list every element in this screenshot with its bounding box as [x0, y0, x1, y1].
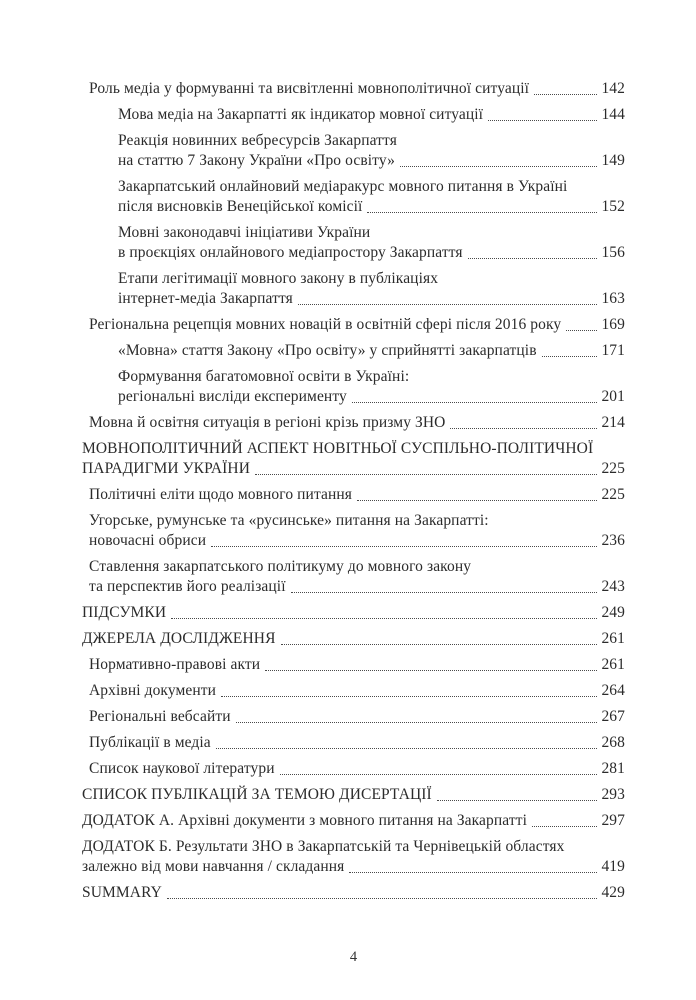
toc-entry-lastline [82, 603, 625, 623]
toc-entry-title: SUMMARY [82, 884, 162, 901]
toc-entry-lastline [82, 785, 625, 805]
toc-entry-page: 261 [601, 656, 625, 673]
toc-entry [82, 177, 625, 217]
toc-entry [82, 557, 625, 597]
toc-entry-lastline [118, 289, 625, 309]
toc-entry-lastline [118, 151, 625, 171]
toc-entry [82, 629, 625, 649]
dot-leader [216, 748, 597, 749]
toc-entry-lastline [118, 341, 625, 361]
toc-entry-lastline [89, 485, 625, 505]
toc-entry-lastline [118, 243, 625, 263]
toc-entry-lastline [82, 883, 625, 903]
dot-leader [281, 644, 597, 645]
dot-leader [211, 546, 597, 547]
toc-entry [82, 413, 625, 433]
toc-entry-title: Архівні документи [89, 682, 217, 699]
toc-entry [82, 811, 625, 831]
toc-entry-page: 267 [601, 708, 625, 725]
toc-entry [82, 785, 625, 805]
toc-entry [82, 707, 625, 727]
toc-entry-page: 142 [601, 80, 625, 97]
toc-entry-page: 169 [601, 316, 625, 333]
toc-entry [82, 223, 625, 263]
toc-entry-page: 149 [601, 152, 625, 169]
toc-entry-page: 152 [601, 198, 625, 215]
toc-entry-title: Публікації в медіа [89, 734, 211, 751]
toc-entry-title: ПІДСУМКИ [82, 604, 167, 621]
toc-entry [82, 341, 625, 361]
toc-entry-title: Мова медіа на Закарпатті як індикатор мовної ситуації [118, 106, 484, 123]
toc-entry-lastline [89, 681, 625, 701]
toc-entry [82, 681, 625, 701]
toc-entry-lastline [118, 387, 625, 407]
dot-leader [221, 696, 597, 697]
toc-entry-lastline [82, 629, 625, 649]
toc-entry-lastline [89, 707, 625, 727]
dot-leader [367, 212, 597, 213]
dot-leader [534, 94, 597, 95]
toc-entry-title: Регіональні вебсайти [89, 708, 231, 725]
toc-entry-title: Роль медіа у формуванні та висвітленні мовнополітичної ситуації [89, 80, 530, 97]
toc-entry-title: Регіональна рецепція мовних новацій в освітній сфері після 2016 року [89, 316, 562, 333]
dot-leader [437, 800, 597, 801]
toc-entry-title: СПИСОК ПУБЛІКАЦІЙ ЗА ТЕМОЮ ДИСЕРТАЦІЇ [82, 786, 432, 803]
dot-leader [468, 258, 597, 259]
toc-entry-title: «Мовна» стаття Закону «Про освіту» у сприйнятті закарпатців [118, 342, 537, 359]
toc-entry [82, 485, 625, 505]
dot-leader [349, 872, 597, 873]
toc-entry-page: 225 [601, 486, 625, 503]
toc-entry [82, 367, 625, 407]
toc-entry-page: 144 [601, 106, 625, 123]
page-footer [82, 949, 625, 966]
toc-entry-lastline [82, 459, 625, 479]
toc-entry-page: 281 [601, 760, 625, 777]
toc-entry [82, 439, 625, 479]
toc-entry-title: новочасні обриси [89, 532, 207, 549]
toc-entry-title: залежно від мови навчання / складання [82, 858, 345, 875]
dot-leader [357, 500, 597, 501]
toc-entry-lastline [82, 857, 625, 877]
toc-entry-lastline [89, 315, 625, 335]
toc-entry [82, 131, 625, 171]
toc-entry-lastline [118, 197, 625, 217]
table-of-contents [82, 79, 625, 909]
toc-entry-page: 201 [601, 388, 625, 405]
dot-leader [488, 120, 597, 121]
toc-entry [82, 655, 625, 675]
toc-entry-lastline [89, 759, 625, 779]
toc-entry-title-line: Реакція новинних вебресурсів Закарпаття [118, 132, 397, 149]
toc-entry-title: регіональні висліди експерименту [118, 388, 347, 405]
toc-entry [82, 269, 625, 309]
toc-entry-title: ДЖЕРЕЛА ДОСЛІДЖЕННЯ [82, 630, 276, 647]
toc-entry-page: 156 [601, 244, 625, 261]
page-number: 4 [349, 949, 358, 965]
toc-entry-lastline [118, 105, 625, 125]
toc-entry-page: 297 [601, 812, 625, 829]
dot-leader [298, 304, 597, 305]
dot-leader [542, 356, 597, 357]
dot-leader [236, 722, 597, 723]
toc-entry-title: після висновків Венеційської комісії [118, 198, 363, 215]
toc-entry-lastline [89, 655, 625, 675]
toc-entry-title-line: МОВНОПОЛІТИЧНИЙ АСПЕКТ НОВІТНЬОЇ СУСПІЛЬНО-ПОЛІТИЧНОЇ [82, 440, 594, 457]
toc-entry [82, 603, 625, 623]
toc-entry-title: Мовна й освітня ситуація в регіоні крізь призму ЗНО [89, 414, 446, 431]
toc-entry [82, 883, 625, 903]
toc-entry [82, 837, 625, 877]
toc-entry-page: 429 [601, 884, 625, 901]
toc-entry-title-line: Угорське, румунське та «русинське» питання на Закарпатті: [89, 512, 489, 529]
toc-entry-page: 293 [601, 786, 625, 803]
toc-entry-title-line: Закарпатський онлайновий медіаракурс мовного питання в Україні [118, 178, 568, 195]
toc-entry [82, 315, 625, 335]
toc-entry-page: 225 [601, 460, 625, 477]
dot-leader [255, 474, 597, 475]
dot-leader [171, 618, 597, 619]
toc-entry [82, 105, 625, 125]
toc-entry-title-line: ДОДАТОК Б. Результати ЗНО в Закарпатській та Чернівецькій областях [82, 838, 565, 855]
toc-entry-title: Політичні еліти щодо мовного питання [89, 486, 353, 503]
toc-entry-title: Нормативно-правові акти [89, 656, 261, 673]
toc-entry-title-line: Мовні законодавчі ініціативи України [118, 224, 371, 241]
toc-entry [82, 759, 625, 779]
dot-leader [532, 826, 597, 827]
toc-entry-page: 171 [601, 342, 625, 359]
dot-leader [400, 166, 597, 167]
toc-entry-title: ПАРАДИГМИ УКРАЇНИ [82, 460, 250, 477]
toc-entry-lastline [89, 531, 625, 551]
dot-leader [280, 774, 597, 775]
toc-entry-title-line: Формування багатомовної освіти в Україні: [118, 368, 410, 385]
dot-leader [566, 330, 597, 331]
dot-leader [291, 592, 597, 593]
toc-entry-lastline [89, 413, 625, 433]
toc-entry-title: ДОДАТОК А. Архівні документи з мовного питання на Закарпатті [82, 812, 528, 829]
dot-leader [265, 670, 597, 671]
toc-entry-title: та перспектив його реалізації [89, 578, 286, 595]
toc-entry-lastline [82, 811, 625, 831]
toc-entry-page: 261 [601, 630, 625, 647]
toc-entry-page: 214 [601, 414, 625, 431]
toc-entry-title-line: Етапи легітимації мовного закону в публікаціях [118, 270, 439, 287]
toc-entry-title: на статтю 7 Закону України «Про освіту» [118, 152, 395, 169]
toc-entry-lastline [89, 79, 625, 99]
toc-entry-page: 249 [601, 604, 625, 621]
toc-entry [82, 79, 625, 99]
toc-entry-title-line: Ставлення закарпатського політикуму до мовного закону [89, 558, 472, 575]
toc-entry-lastline [89, 577, 625, 597]
toc-entry [82, 733, 625, 753]
toc-entry-page: 268 [601, 734, 625, 751]
dot-leader [167, 898, 597, 899]
toc-entry-page: 236 [601, 532, 625, 549]
toc-entry-page: 419 [601, 858, 625, 875]
toc-entry-lastline [89, 733, 625, 753]
toc-entry-title: інтернет-медіа Закарпаття [118, 290, 293, 307]
toc-entry-title: в проєкціях онлайнового медіапростору Закарпаття [118, 244, 463, 261]
toc-entry-page: 264 [601, 682, 625, 699]
toc-entry-title: Список наукової літератури [89, 760, 275, 777]
toc-entry-page: 163 [601, 290, 625, 307]
toc-entry [82, 511, 625, 551]
toc-entry-page: 243 [601, 578, 625, 595]
dot-leader [352, 402, 597, 403]
dot-leader [450, 428, 597, 429]
